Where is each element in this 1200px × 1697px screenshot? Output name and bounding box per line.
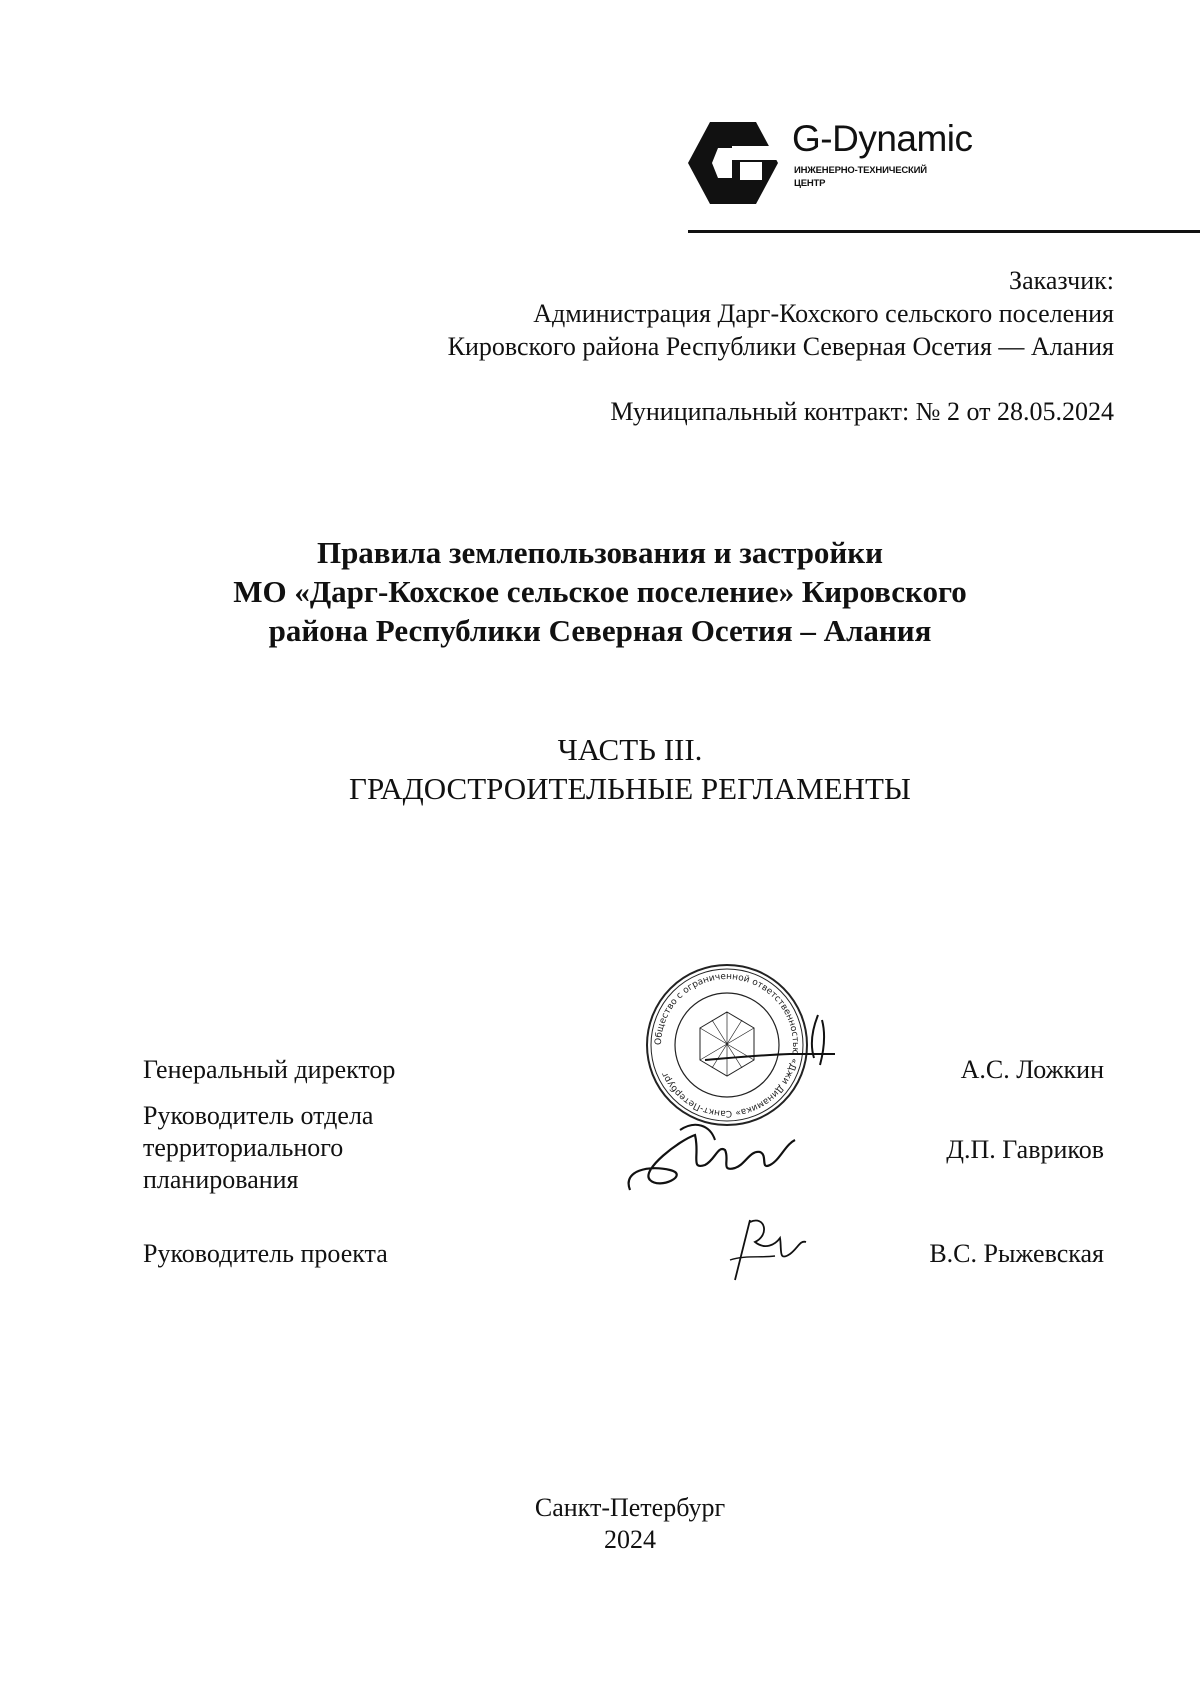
footer bbox=[400, 1492, 860, 1556]
role-line: территориального bbox=[143, 1133, 344, 1162]
signature-director bbox=[700, 1010, 840, 1070]
customer-name-line-1: Администрация Дарг-Кохского сельского поселения bbox=[533, 299, 1114, 328]
signatory-name-project-lead: В.С. Рыжевская bbox=[929, 1239, 1104, 1268]
part-heading bbox=[100, 730, 1160, 808]
document-title bbox=[100, 533, 1100, 650]
signatory-name-department-head: Д.П. Гавриков bbox=[946, 1135, 1104, 1164]
role-line: Руководитель отдела bbox=[143, 1101, 374, 1130]
signature-department-head bbox=[620, 1110, 800, 1200]
company-logo bbox=[688, 118, 988, 208]
g-dynamic-logo-icon bbox=[688, 118, 778, 208]
customer-label: Заказчик: bbox=[1009, 266, 1114, 295]
logo-wordmark: G-Dynamic bbox=[792, 118, 973, 159]
signatory-name-director: А.С. Ложкин bbox=[960, 1055, 1104, 1084]
document-title-line-3: района Республики Северная Осетия – Алания bbox=[268, 613, 932, 648]
footer-city: Санкт-Петербург bbox=[534, 1493, 726, 1522]
signature-project-lead bbox=[720, 1210, 810, 1300]
document-title-line-2: МО «Дарг-Кохское сельское поселение» Кировского bbox=[233, 574, 967, 609]
part-number: ЧАСТЬ III. bbox=[557, 732, 703, 767]
part-title: ГРАДОСТРОИТЕЛЬНЫЕ РЕГЛАМЕНТЫ bbox=[349, 771, 911, 806]
signatory-role-department-head bbox=[143, 1100, 373, 1196]
logo-subtitle-line-2: ЦЕНТР bbox=[794, 178, 826, 189]
role-line: планирования bbox=[143, 1165, 299, 1194]
stamp-text: Общество с ограниченной ответственностью «Джи Динамика» Санкт-Петербург bbox=[653, 971, 801, 1119]
footer-year: 2024 bbox=[604, 1525, 656, 1554]
header-divider bbox=[688, 230, 1200, 233]
signatory-role-project-lead: Руководитель проекта bbox=[143, 1239, 388, 1268]
contract-number: Муниципальный контракт: № 2 от 28.05.2024 bbox=[610, 397, 1114, 426]
logo-subtitle-line-1: ИНЖЕНЕРНО-ТЕХНИЧЕСКИЙ bbox=[794, 165, 927, 176]
document-title-line-1: Правила землепользования и застройки bbox=[316, 535, 884, 570]
signatory-role-director: Генеральный директор bbox=[143, 1055, 396, 1084]
customer-name-line-2: Кировского района Республики Северная Осетия — Алания bbox=[447, 332, 1114, 361]
